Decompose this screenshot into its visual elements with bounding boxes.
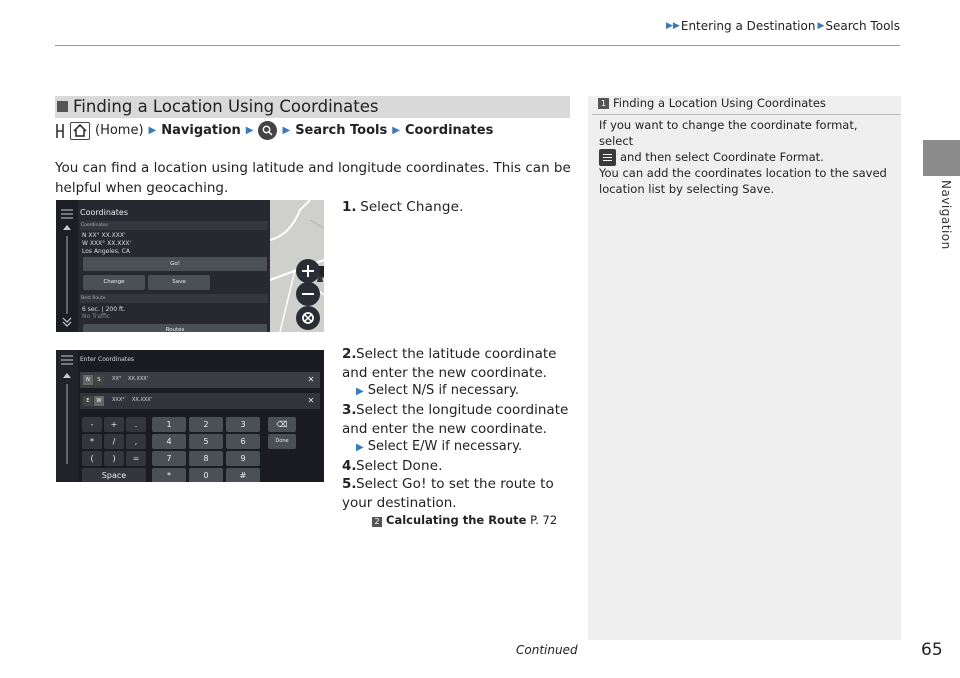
done-button[interactable]: Done	[268, 434, 296, 449]
key-lparen[interactable]: (	[82, 451, 102, 466]
note-title: 1 Finding a Location Using Coordinates	[598, 96, 826, 110]
key-dot[interactable]: .	[126, 417, 146, 432]
key-7[interactable]: 7	[152, 451, 186, 466]
key-star[interactable]: *	[82, 434, 102, 449]
key-equals[interactable]: =	[126, 451, 146, 466]
chapter-label: Navigation	[939, 180, 953, 250]
arrow-icon: ▶	[356, 442, 364, 453]
menu-icon	[599, 149, 616, 166]
key-rparen[interactable]: )	[104, 451, 124, 466]
note-number-icon: 1	[598, 98, 609, 109]
save-button[interactable]: Save	[148, 275, 210, 290]
key-5[interactable]: 5	[189, 434, 223, 449]
cross-reference[interactable]: 2 Calculating the Route P. 72	[372, 513, 557, 527]
page-header	[666, 19, 900, 33]
breadcrumb-item[interactable]: Entering a Destination	[680, 19, 816, 33]
note-paragraph-2: You can add the coordinates location to the saved location list by selecting Save.	[599, 166, 887, 196]
key-9[interactable]: 9	[226, 451, 260, 466]
key-4[interactable]: 4	[152, 434, 186, 449]
step-5: 5.Select Go! to set the route to your destination.	[342, 476, 554, 511]
latitude-field[interactable]: N S XX° XX.XXX' ✕	[80, 372, 320, 388]
arrow-icon: ▶	[356, 386, 364, 397]
zoom-out-icon[interactable]	[296, 282, 320, 306]
home-label: (Home)	[95, 123, 144, 138]
backspace-icon[interactable]: ⌫	[268, 417, 296, 432]
nav-item-navigation: Navigation	[161, 123, 241, 138]
step-2-sub: ▶ Select N/S if necessary.	[356, 383, 519, 398]
key-slash[interactable]: /	[104, 434, 124, 449]
breadcrumb-item[interactable]: Search Tools	[825, 19, 900, 33]
key-0[interactable]: 0	[189, 468, 223, 482]
intro-text: You can find a location using latitude and longitude coordinates. This can be helpful when geocaching.	[55, 160, 571, 196]
section-heading	[55, 96, 570, 118]
change-button[interactable]: Change	[83, 275, 145, 290]
east-toggle[interactable]: E	[83, 396, 93, 406]
chapter-tab	[923, 140, 960, 176]
north-toggle[interactable]: N	[83, 375, 93, 385]
nav-item-search-tools: Search Tools	[295, 123, 388, 138]
reference-icon: 2	[372, 517, 382, 527]
screen-enter-coordinates	[56, 350, 324, 482]
screen-sidebar	[56, 350, 78, 482]
longitude-field[interactable]: E W XXX° XX.XXX' ✕	[80, 393, 320, 409]
step-1: 1. Select Change.	[342, 199, 464, 215]
key-minus[interactable]: -	[82, 417, 102, 432]
key-comma[interactable]: ,	[126, 434, 146, 449]
step-4: 4.Select Done.	[342, 458, 443, 474]
key-star-2[interactable]: *	[152, 468, 186, 482]
key-8[interactable]: 8	[189, 451, 223, 466]
clear-icon[interactable]: ✕	[307, 375, 315, 384]
routes-button[interactable]: Routes	[83, 324, 267, 332]
key-6[interactable]: 6	[226, 434, 260, 449]
step-3-sub: ▶ Select E/W if necessary.	[356, 439, 523, 454]
section-title: Finding a Location Using Coordinates	[73, 97, 379, 116]
bullet-square-icon	[57, 101, 68, 112]
note-divider	[592, 114, 901, 115]
coordinates-panel: Coordinates N XX° XX.XXX' W XXX° XX.XXX' Los Angeles, CA Go! Change Save Best Route 6 sec. | 200 ft. No Traffic Routes	[78, 200, 270, 332]
continued-label: Continued	[516, 643, 578, 657]
nav-path	[55, 121, 493, 140]
arrow-icon: ▶	[392, 125, 400, 136]
key-3[interactable]: 3	[226, 417, 260, 432]
hold-icon	[55, 123, 65, 139]
clear-icon[interactable]: ✕	[307, 396, 315, 405]
arrow-icon: ▶	[245, 125, 254, 136]
nav-item-coordinates: Coordinates	[404, 123, 494, 138]
south-toggle[interactable]: S	[94, 375, 104, 385]
header-divider	[55, 45, 900, 46]
zoom-in-icon[interactable]	[296, 259, 320, 283]
home-icon	[70, 122, 90, 140]
screen-title: Enter Coordinates	[80, 356, 135, 363]
ui-label: Change	[406, 199, 460, 215]
step-3: 3.Select the longitude coordinate and enter the new coordinate.	[342, 402, 569, 437]
key-plus[interactable]: +	[104, 417, 124, 432]
go-button[interactable]: Go!	[83, 257, 267, 271]
arrow-icon: ▶	[282, 125, 291, 136]
arrow-icon: ▶	[148, 125, 157, 136]
key-hash[interactable]: #	[226, 468, 260, 482]
screen-sidebar	[56, 200, 78, 332]
west-toggle[interactable]: W	[94, 396, 104, 406]
screen-coordinates	[56, 200, 324, 332]
arrow-icon: ▶	[817, 21, 825, 31]
map-options-icon[interactable]	[296, 306, 320, 330]
key-1[interactable]: 1	[152, 417, 186, 432]
screen-title: Coordinates	[80, 208, 129, 217]
arrow-icon: ▶▶	[666, 21, 680, 31]
note-paragraph-1: If you want to change the coordinate format, select and then select Coordinate Format.	[599, 118, 858, 164]
step-2: 2.Select the latitude coordinate and enter the new coordinate.	[342, 346, 557, 381]
search-icon	[258, 121, 277, 140]
key-space[interactable]: Space	[82, 468, 146, 482]
page-number: 65	[921, 640, 943, 660]
key-2[interactable]: 2	[189, 417, 223, 432]
